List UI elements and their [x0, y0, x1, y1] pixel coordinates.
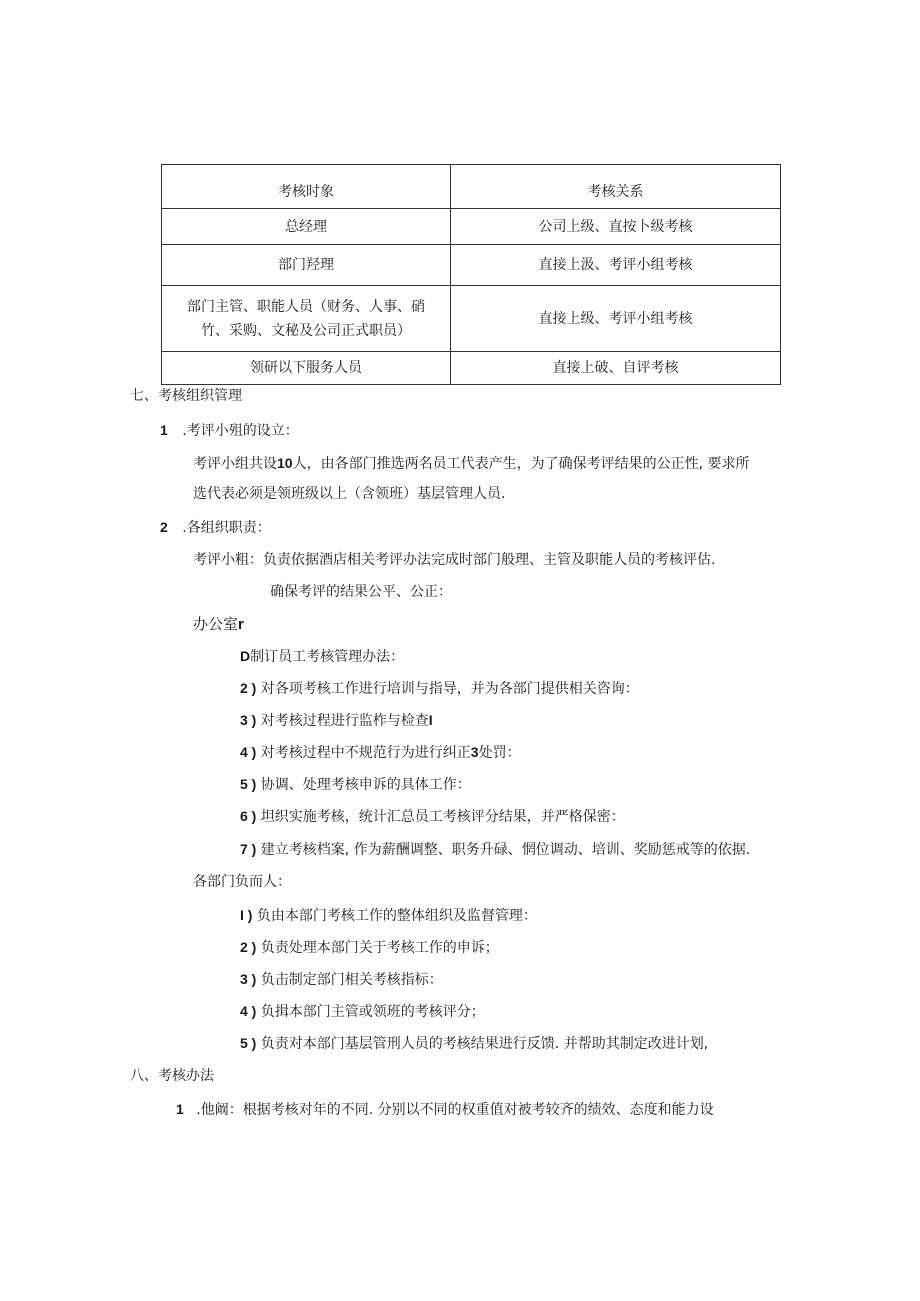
paragraph-line [176, 1099, 714, 1120]
item-number: 6 ) [240, 808, 257, 824]
text-run: 人，由各部门推选两名员工代表产生，为了确保考评结果的公正性, 要求所 [292, 456, 750, 472]
list-item [240, 1001, 485, 1022]
item-title: .考评小殂的设立： [182, 423, 299, 439]
list-item [240, 710, 433, 731]
item-number: 2 [160, 519, 168, 535]
list-item [240, 905, 537, 926]
list-item [240, 969, 443, 990]
table-cell: 总经理 [162, 209, 451, 245]
item-text: 坦织实施考核，统计汇总员工考核评分结果，并严格保密： [260, 809, 625, 825]
dept-heads-title: 各部门负而人： [193, 874, 291, 890]
item-text: 对考核过程中不规范行为进行纠正 [260, 745, 471, 761]
text-run: r [238, 616, 244, 633]
item-number: 4 ) [240, 744, 257, 760]
item-number: I ) [240, 907, 253, 923]
item-number: 1 [160, 422, 168, 438]
item-text: .他阚：根据考核对年的不同. 分别以不同的权重值对被考较齐的绩效、态度和能力设 [196, 1102, 714, 1118]
list-item [240, 806, 625, 827]
item-number: 3 ) [240, 971, 257, 987]
item-number: D [240, 648, 251, 664]
item-number: 7 ) [240, 841, 257, 857]
text-run: I [428, 712, 433, 728]
table-cell: 部门羟理 [162, 245, 451, 286]
item-text: 制订员工考核管理办法： [250, 649, 405, 665]
item-number: 1 [176, 1101, 184, 1117]
item-number: 3 ) [240, 712, 257, 728]
text-run: 10 [277, 455, 293, 471]
item-text: 负由本部门考核工作的整体组织及监督管理： [256, 908, 537, 924]
paragraph-line [193, 453, 749, 474]
text-run: 考评小组共设 [193, 456, 277, 472]
item-number: 2 ) [240, 939, 257, 955]
table-cell: 直接上汲、考评小组考核 [451, 245, 781, 286]
table-row [162, 245, 781, 286]
table-cell: 直接上级、考评小组考核 [451, 286, 781, 352]
text-run: 办公室 [193, 615, 239, 633]
item-text: 建立考核档案, 作为薪酬调整、职务升碌、惘位调动、培训、奖励惩戒等的依据. [260, 842, 751, 858]
table-cell-line: 竹、采购、文秘及公司正式职员） [201, 322, 411, 339]
table-row [162, 286, 781, 352]
item-text: 负揖本部门主管或领班的考核评分； [260, 1004, 485, 1020]
item-number: 2 ) [240, 680, 257, 696]
list-item [240, 678, 639, 699]
item-number: 4 ) [240, 1003, 257, 1019]
table-cell [162, 286, 451, 352]
list-item [240, 774, 471, 795]
item-text: 负责处理本部门关于考核工作的申诉； [260, 940, 499, 956]
text-run: 3 [470, 744, 479, 760]
office-title [193, 614, 244, 635]
item-title: .各组织职责： [182, 520, 271, 536]
list-item [240, 646, 404, 667]
table-header-row [162, 165, 781, 209]
item-text: 负击制定部门相关考核指标： [260, 972, 443, 988]
subsection-heading [160, 517, 271, 538]
subsection-heading [160, 420, 299, 441]
paragraph-line: 确保考评的结果公平、公正： [270, 584, 452, 600]
section-heading: 八、考核办法 [130, 1068, 214, 1084]
list-item [240, 742, 521, 763]
table-row [162, 209, 781, 245]
table-row [162, 352, 781, 385]
assessment-relationship-table [161, 164, 781, 385]
table-cell: 领研以下服务人员 [162, 352, 451, 385]
text-run: 处罚： [478, 745, 521, 761]
list-item [240, 937, 499, 958]
item-text: 对各项考核工作进行培训与指导，并为各部门提供相关咨询： [260, 681, 639, 697]
table-cell-line: 部门主管、职能人员（财务、人事、硝 [187, 298, 425, 315]
table-header-cell: 考核时象 [162, 165, 451, 209]
list-item [240, 1033, 708, 1054]
item-text: 负责对本部门基层管刑人员的考核结果进行反馈. 并帮助其制定改进计划, [260, 1036, 709, 1052]
item-number: 5 ) [240, 776, 257, 792]
table-cell: 公司上级、直按卜级考核 [451, 209, 781, 245]
table-header-cell: 考核关系 [451, 165, 781, 209]
section-heading: 七、考核组织管理 [130, 388, 242, 404]
table-cell: 直接上破、自评考核 [451, 352, 781, 385]
paragraph-line: 选代表必须是领班级以上（含领班）基层管理人员. [193, 486, 506, 502]
item-text: 协调、处理考核申诉的具体工作： [260, 777, 471, 793]
list-item [240, 839, 750, 860]
paragraph-line: 考评小粗：负责依据酒店相关考评办法完成时部门般理、主管及职能人员的考核评估. [193, 552, 716, 568]
item-number: 5 ) [240, 1035, 257, 1051]
item-text: 对考核过程进行监柞与检查 [260, 713, 429, 729]
